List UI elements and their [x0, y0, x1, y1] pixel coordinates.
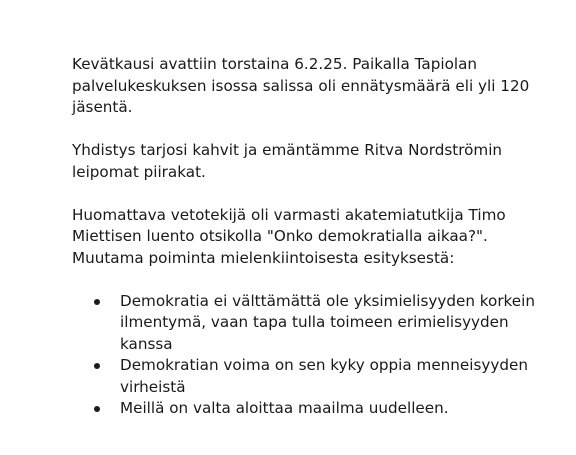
document-body [72, 54, 552, 420]
paragraph-opening: Kevätkausi avattiin torstaina 6.2.25. Paikalla Tapiolan palvelukeskuksen isossa salissa oli ennätysmäärä eli yli 120 jäsentä. [72, 55, 530, 116]
bullet-list [72, 291, 552, 420]
list-item [72, 291, 552, 356]
list-item-text: Demokratia ei välttämättä ole yksimielisyyden korkein ilmentymä, vaan tapa tulla toimeen erimielisyyden kanssa [120, 291, 536, 353]
list-item-text: Demokratian voima on sen kyky oppia menneisyyden virheistä [120, 356, 528, 396]
bullet-icon [94, 363, 100, 369]
list-item [72, 355, 552, 398]
list-item [72, 398, 552, 420]
list-item-text: Meillä on valta aloittaa maailma uudelleen. [120, 399, 449, 417]
paragraph-refreshments: Yhdistys tarjosi kahvit ja emäntämme Ritva Nordströmin leipomat piirakat. [72, 141, 503, 181]
paragraph-lecture: Huomattava vetotekijä oli varmasti akatemiatutkija Timo Miettisen luento otsikolla "Onko demokratialla aikaa?". Muutama poiminta mielenkiintoisesta esityksestä: [72, 205, 506, 267]
bullet-icon [94, 406, 100, 412]
bullet-icon [94, 299, 100, 305]
